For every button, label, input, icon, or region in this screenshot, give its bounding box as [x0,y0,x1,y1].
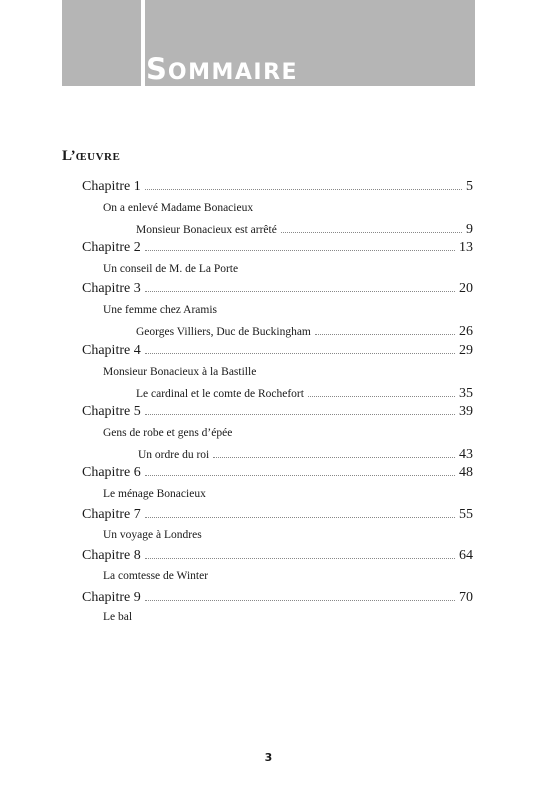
toc-dot-leader [145,290,455,292]
toc-page-number: 43 [459,447,473,462]
toc-chapter-4 [82,343,473,359]
toc-subsection [138,447,473,463]
toc-dot-leader [308,395,455,397]
toc-dot-leader [145,188,462,190]
toc-page-number: 20 [459,281,473,296]
page-title-rest: OMMAIRE [167,60,299,85]
toc-dot-leader [145,474,455,476]
toc-label: Chapitre 8 [82,548,141,563]
toc-label: Le ménage Bonacieux [103,488,206,500]
page-number: 3 [264,751,273,764]
toc-section-title [103,304,217,316]
toc-label: Chapitre 6 [82,465,141,480]
toc-label: Le cardinal et le comte de Rochefort [136,388,304,400]
section-heading [62,148,120,165]
toc-page-number: 70 [459,590,473,605]
toc-dot-leader [213,456,455,458]
toc-page-number: 26 [459,324,473,339]
toc-page-number: 64 [459,548,473,563]
toc-page-number: 55 [459,507,473,522]
toc-chapter-1 [82,179,473,195]
toc-chapter-5 [82,404,473,420]
toc-label: Un ordre du roi [138,449,210,461]
toc-dot-leader [145,557,455,559]
toc-label: Monsieur Bonacieux à la Bastille [103,366,257,378]
toc-page-number: 29 [459,343,473,358]
toc-section-title [103,488,206,500]
toc-label: Monsieur Bonacieux est arrêté [136,224,277,236]
toc-label: On a enlevé Madame Bonacieux [103,202,254,214]
page-title-initial: S [146,52,168,86]
toc-chapter-8 [82,548,473,564]
toc-label: La comtesse de Winter [103,570,209,582]
toc-section-title [103,529,202,541]
toc-label: Une femme chez Aramis [103,304,217,316]
toc-dot-leader [145,352,455,354]
toc-label: Georges Villiers, Duc de Buckingham [136,326,311,338]
toc-label: Chapitre 1 [82,179,141,194]
section-heading-initial: L’ [62,148,76,164]
toc-label: Chapitre 5 [82,404,141,419]
toc-label: Un conseil de M. de La Porte [103,263,239,275]
toc-label: Le bal [103,611,133,623]
toc-page-number: 39 [459,404,473,419]
toc-dot-leader [145,413,455,415]
toc-label: Chapitre 9 [82,590,141,605]
page-title [146,52,298,86]
toc-page-number: 9 [466,222,473,237]
toc-subsection [136,386,473,402]
toc-section-title [103,570,208,582]
toc-label: Chapitre 7 [82,507,141,522]
toc-chapter-9 [82,590,473,606]
toc-chapter-3 [82,281,473,297]
toc-label: Gens de robe et gens d’épée [103,427,233,439]
toc-chapter-6 [82,465,473,481]
toc-section-title [103,427,232,439]
toc-label: Chapitre 3 [82,281,141,296]
header-divider [141,0,145,86]
toc-label: Un voyage à Londres [103,529,202,541]
toc-section-title [103,263,238,275]
toc-section-title [103,366,256,378]
toc-label: Chapitre 2 [82,240,141,255]
toc-page-number: 5 [466,179,473,194]
toc-section-title [103,611,132,623]
toc-page-number: 35 [459,386,473,401]
toc-dot-leader [281,231,462,233]
toc-subsection [136,324,473,340]
toc-dot-leader [145,516,455,518]
section-heading-rest: ŒUVRE [75,151,121,163]
toc-page-number: 13 [459,240,473,255]
toc-section-title [103,202,253,214]
toc-dot-leader [145,249,455,251]
toc-chapter-2 [82,240,473,256]
toc-dot-leader [145,599,455,601]
toc-dot-leader [315,333,455,335]
toc-label: Chapitre 4 [82,343,141,358]
toc-page-number: 48 [459,465,473,480]
toc-subsection [136,222,473,238]
toc-chapter-7 [82,507,473,523]
